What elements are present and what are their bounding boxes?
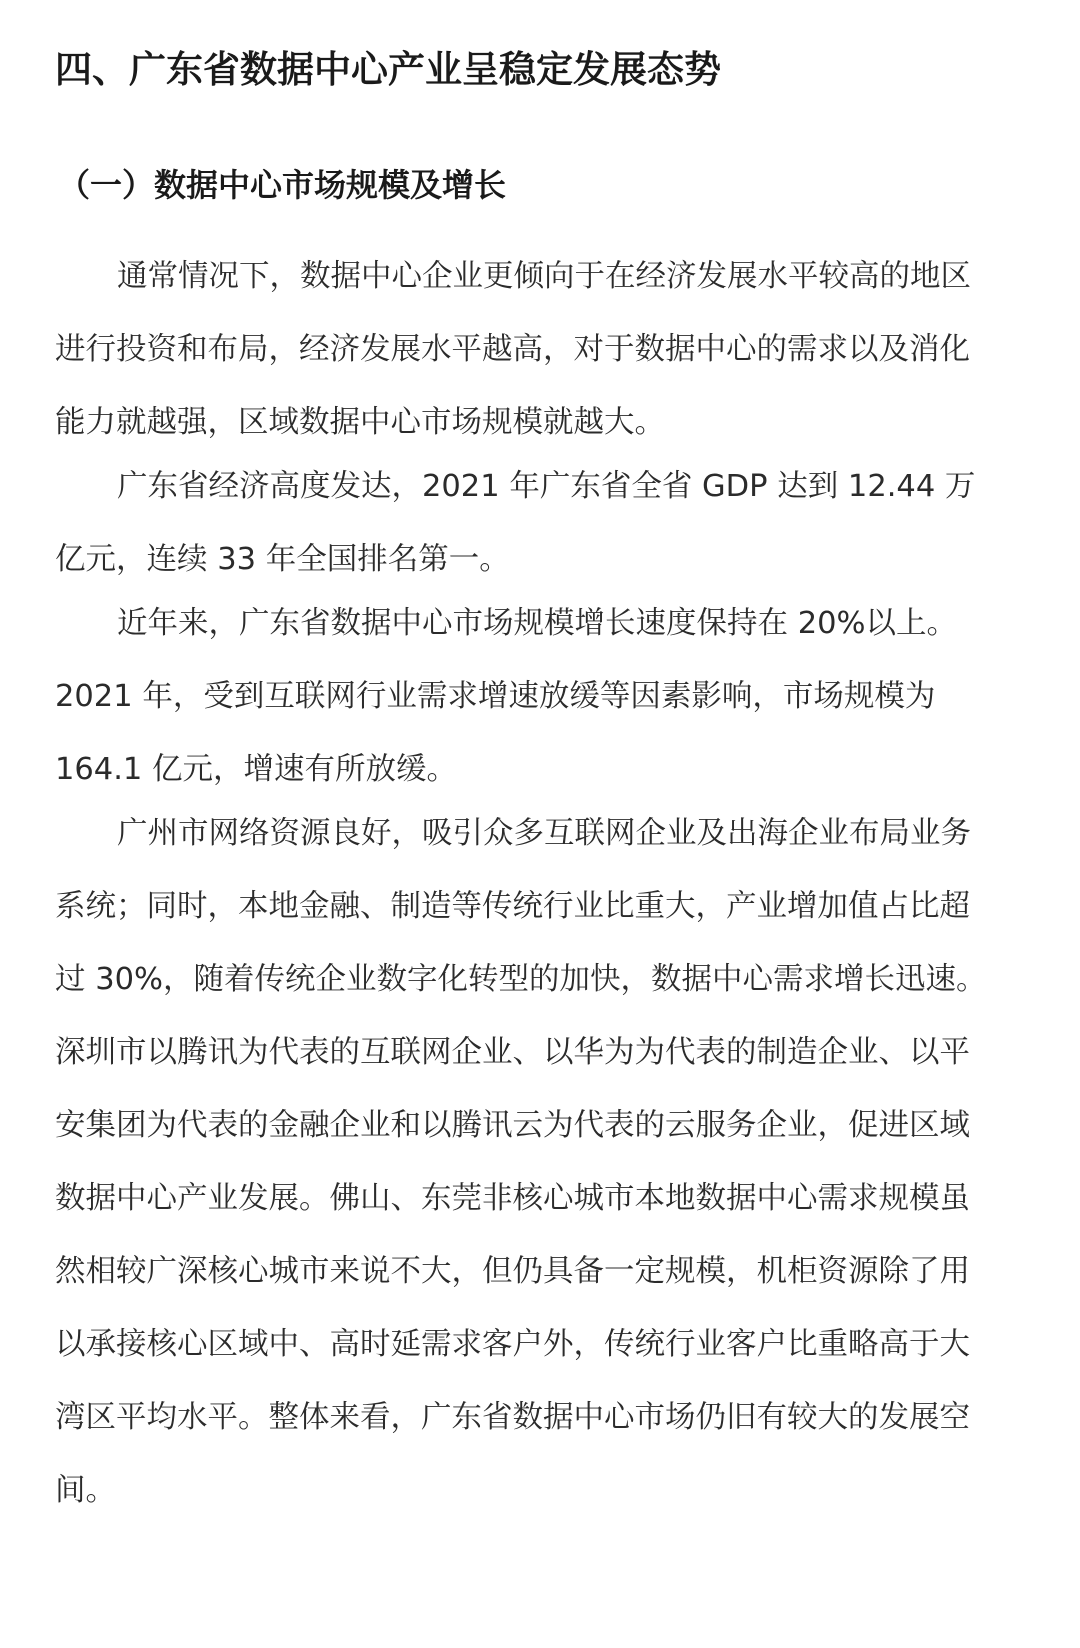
section-title: 四、广东省数据中心产业呈稳定发展态势 <box>55 48 721 91</box>
paragraph-line: 湾区平均水平。整体来看，广东省数据中心市场仍旧有较大的发展空 <box>55 1400 970 1435</box>
paragraph-line: 通常情况下，数据中心企业更倾向于在经济发展水平较高的地区 <box>117 259 971 294</box>
paragraph-line: 过 30%，随着传统企业数字化转型的加快，数据中心需求增长迅速。 <box>55 962 987 997</box>
paragraph-line: 安集团为代表的金融企业和以腾讯云为代表的云服务企业，促进区域 <box>55 1108 970 1143</box>
paragraph-line: 数据中心产业发展。佛山、东莞非核心城市本地数据中心需求规模虽 <box>55 1181 970 1216</box>
paragraph-line: 亿元，连续 33 年全国排名第一。 <box>55 542 510 577</box>
paragraph-line: 近年来，广东省数据中心市场规模增长速度保持在 20%以上。 <box>117 606 957 641</box>
paragraph-line: 能力就越强，区域数据中心市场规模就越大。 <box>55 405 665 440</box>
subsection-title: （一）数据中心市场规模及增长 <box>58 166 507 204</box>
paragraph-city-analysis <box>55 797 1055 1527</box>
paragraph-market-location <box>55 240 1055 459</box>
paragraph-line: 广州市网络资源良好，吸引众多互联网企业及出海企业布局业务 <box>117 816 971 851</box>
paragraph-gdp <box>55 450 1055 596</box>
paragraph-line: 系统；同时，本地金融、制造等传统行业比重大，产业增加值占比超 <box>55 889 970 924</box>
paragraph-growth <box>55 587 1055 806</box>
paragraph-line: 进行投资和布局，经济发展水平越高，对于数据中心的需求以及消化 <box>55 332 970 367</box>
paragraph-line: 然相较广深核心城市来说不大，但仍具备一定规模，机柜资源除了用 <box>55 1254 970 1289</box>
paragraph-line: 2021 年，受到互联网行业需求增速放缓等因素影响，市场规模为 <box>55 679 936 714</box>
paragraph-line: 广东省经济高度发达，2021 年广东省全省 GDP 达到 12.44 万 <box>117 469 976 504</box>
paragraph-line: 以承接核心区域中、高时延需求客户外，传统行业客户比重略高于大 <box>55 1327 970 1362</box>
paragraph-line: 164.1 亿元，增速有所放缓。 <box>55 752 458 787</box>
paragraph-line: 深圳市以腾讯为代表的互联网企业、以华为为代表的制造企业、以平 <box>55 1035 970 1070</box>
paragraph-line: 间。 <box>55 1473 116 1508</box>
